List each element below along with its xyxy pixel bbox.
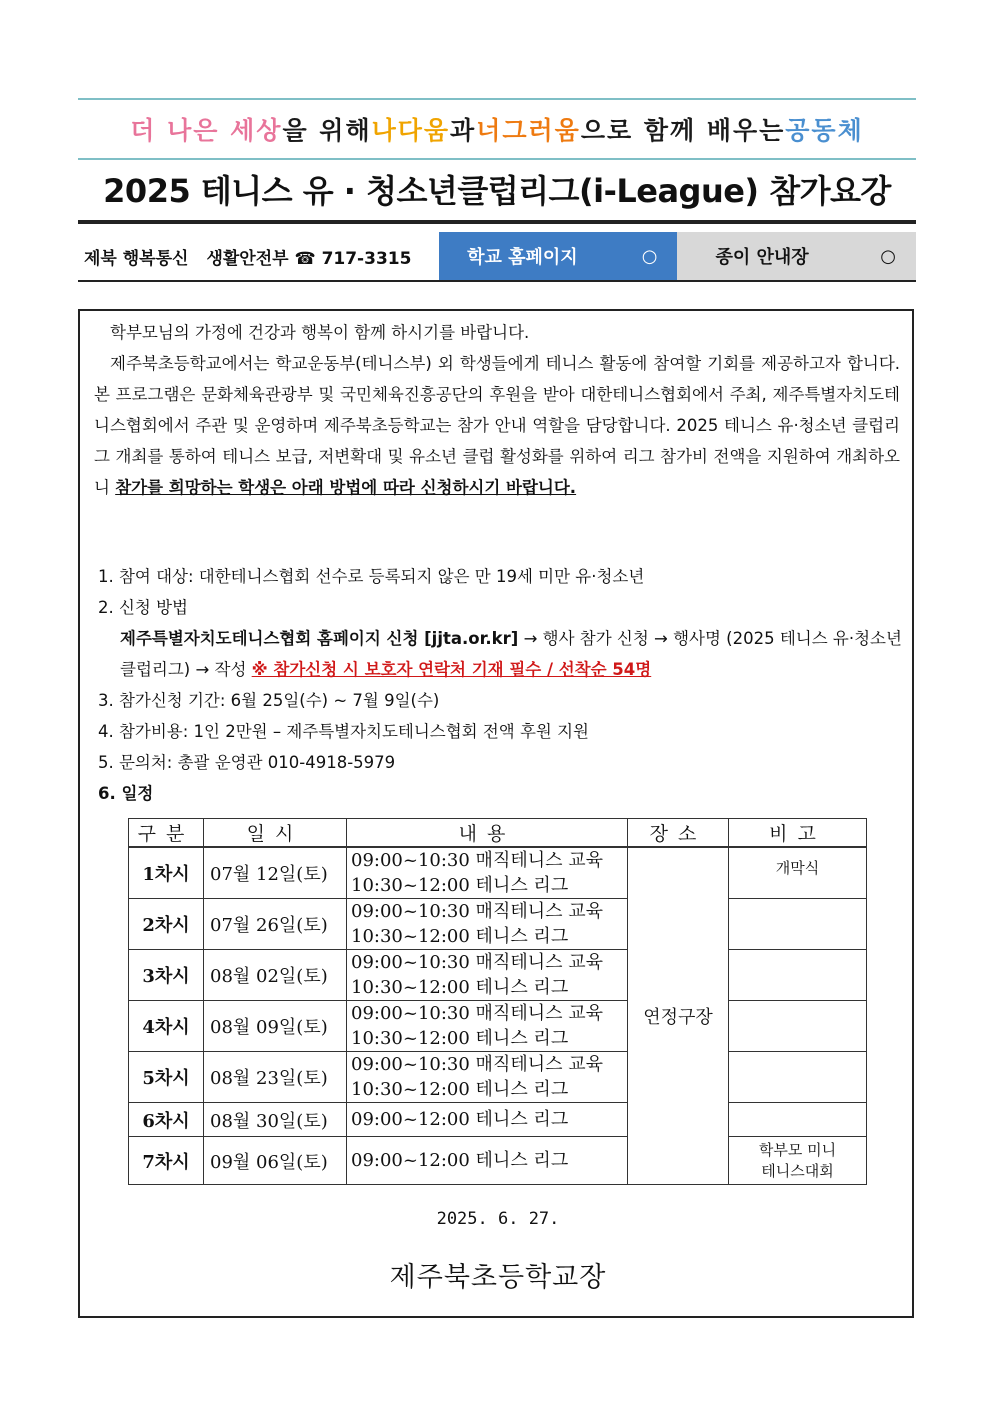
table-row [129,1103,867,1137]
note-cell [729,950,867,1001]
date-cell: 08월 30일(토) [204,1103,347,1137]
homepage-option[interactable] [439,232,677,280]
newsletter-contact [78,232,439,280]
list-item-fee: 4. 참가비용: 1인 2만원 – 제주특별자치도테니스협회 전액 후원 지원 [98,722,589,741]
header-place: 장소 [628,819,729,848]
table-row [129,847,867,899]
content-line: 09:00~12:00 테니스 리그 [351,1109,569,1130]
content-line: 09:00~10:30 매직테니스 교육 [351,901,603,922]
paper-notice-label: 종이 안내장 [715,247,809,268]
date-cell: 08월 02일(토) [204,950,347,1001]
principal-signature: 제주북초등학교장 [389,1262,607,1293]
page-title: 2025 테니스 유 · 청소년클럽리그(i-League) 참가요강 [103,172,891,210]
title-bar [78,158,916,224]
info-list [98,561,904,809]
table-row [129,1052,867,1103]
content-cell [347,1001,628,1052]
session-cell: 2차시 [129,899,204,950]
session-cell: 1차시 [129,847,204,899]
slogan-part: 나다움 [371,116,451,145]
note-cell [729,1103,867,1137]
header-note: 비고 [729,819,867,848]
content-line: 09:00~10:30 매직테니스 교육 [351,1054,603,1075]
note-cell [729,1052,867,1103]
slogan-part: 너그러움 [476,116,581,145]
note-cell [729,899,867,950]
content-cell [347,1103,628,1137]
slogan-part: 과 [450,116,477,145]
date-cell: 08월 09일(토) [204,1001,347,1052]
header-date: 일시 [204,819,347,848]
date-cell: 08월 23일(토) [204,1052,347,1103]
place-cell: 연정구장 [628,847,729,1185]
list-item-schedule: 6. 일정 [98,784,154,803]
content-cell [347,1052,628,1103]
note-cell: 개막식 [729,847,867,899]
list-item-period: 3. 참가신청 기간: 6월 25일(수) ~ 7월 9일(수) [98,691,440,710]
date-cell: 07월 12일(토) [204,847,347,899]
slogan-banner [78,98,916,160]
intro-emphasis: 참가를 희망하는 학생은 아래 방법에 따라 신청하시기 바랍니다. [115,478,577,497]
slogan-part: 더 나은 세상 [130,116,283,145]
intro-paragraph [94,348,900,503]
paper-notice-option[interactable] [677,232,916,280]
content-line: 09:00~10:30 매직테니스 교육 [351,1003,603,1024]
method-site: 제주특별자치도테니스협회 홈페이지 신청 [jjta.or.kr] [120,629,519,648]
slogan-part: 으로 함께 배우는 [580,116,786,145]
table-row [129,950,867,1001]
header-session: 구분 [129,819,204,848]
table-row [129,899,867,950]
main-content-box [78,309,914,1318]
date-cell: 09월 06일(토) [204,1137,347,1185]
note-cell [729,1001,867,1052]
department-phone: 생활안전부 ☎ 717-3315 [206,248,412,269]
note-line: 테니스대회 [761,1161,834,1180]
greeting-paragraph: 학부모님의 가정에 건강과 행복이 함께 하시기를 바랍니다. [110,323,530,342]
session-cell: 5차시 [129,1052,204,1103]
content-line: 09:00~10:30 매직테니스 교육 [351,952,603,973]
content-cell [347,950,628,1001]
schedule-header-row [129,819,867,848]
method-warning: ※ 참가신청 시 보호자 연락처 기재 필수 / 선착순 54명 [251,660,652,679]
content-cell [347,847,628,899]
method-detail [98,623,904,685]
note-line: 학부모 미니 [758,1140,837,1159]
session-cell: 4차시 [129,1001,204,1052]
content-line: 10:30~12:00 테니스 리그 [351,875,569,896]
header-content: 내용 [347,819,628,848]
slogan-part: 을 위해 [282,116,372,145]
homepage-label: 학교 홈페이지 [467,247,578,268]
content-line: 10:30~12:00 테니스 리그 [351,977,569,998]
content-line: 09:00~12:00 테니스 리그 [351,1150,569,1171]
content-line: 10:30~12:00 테니스 리그 [351,1079,569,1100]
list-item-method: 2. 신청 방법 [98,598,188,617]
intro-text: 제주북초등학교에서는 학교운동부(테니스부) 외 학생들에게 테니스 활동에 참여할 기회를 제공하고자 합니다. 본 프로그램은 문화체육관광부 및 국민체육진흥공단의 후원을 받아 대한테니스협회에서 주최, 제주특별자치도테니스협회에서 주관 및 운영하며 제주북초등학교는 참가 안내 역할을 담당합니다. 2025 테니스 유·청소년 클럽리그 개최를 통하여 테니스 보급, 저변확대 및 유소년 클럽 활성화를 위하여 리그 참가비 전액을 지원하여 개최하오니 [94,354,900,497]
content-cell [347,899,628,950]
newsletter-name: 제북 행복통신 [84,248,189,269]
content-cell [347,1137,628,1185]
table-row [129,1001,867,1052]
date-cell: 07월 26일(토) [204,899,347,950]
list-item-target: 1. 참여 대상: 대한테니스협회 선수로 등록되지 않은 만 19세 미만 유·청소년 [98,567,645,586]
session-cell: 3차시 [129,950,204,1001]
content-line: 10:30~12:00 테니스 리그 [351,926,569,947]
info-bar [78,232,916,282]
content-line: 09:00~10:30 매직테니스 교육 [351,850,603,871]
content-line: 10:30~12:00 테니스 리그 [351,1028,569,1049]
note-cell [729,1137,867,1185]
session-cell: 7차시 [129,1137,204,1185]
slogan-part: 공동체 [785,116,864,145]
schedule-table [128,818,867,1185]
method-steps: → 행사 참가 신청 → 행사명 (2025 테니스 유·청소년 클럽리그) → 작성 [120,629,902,679]
letter-body [94,317,900,503]
table-row [129,1137,867,1185]
session-cell: 6차시 [129,1103,204,1137]
homepage-radio-icon[interactable]: ○ [641,245,658,267]
list-item-contact: 5. 문의처: 총괄 운영관 010-4918-5979 [98,753,396,772]
paper-radio-icon[interactable]: ○ [880,245,896,267]
issue-date: 2025. 6. 27. [436,1209,560,1229]
